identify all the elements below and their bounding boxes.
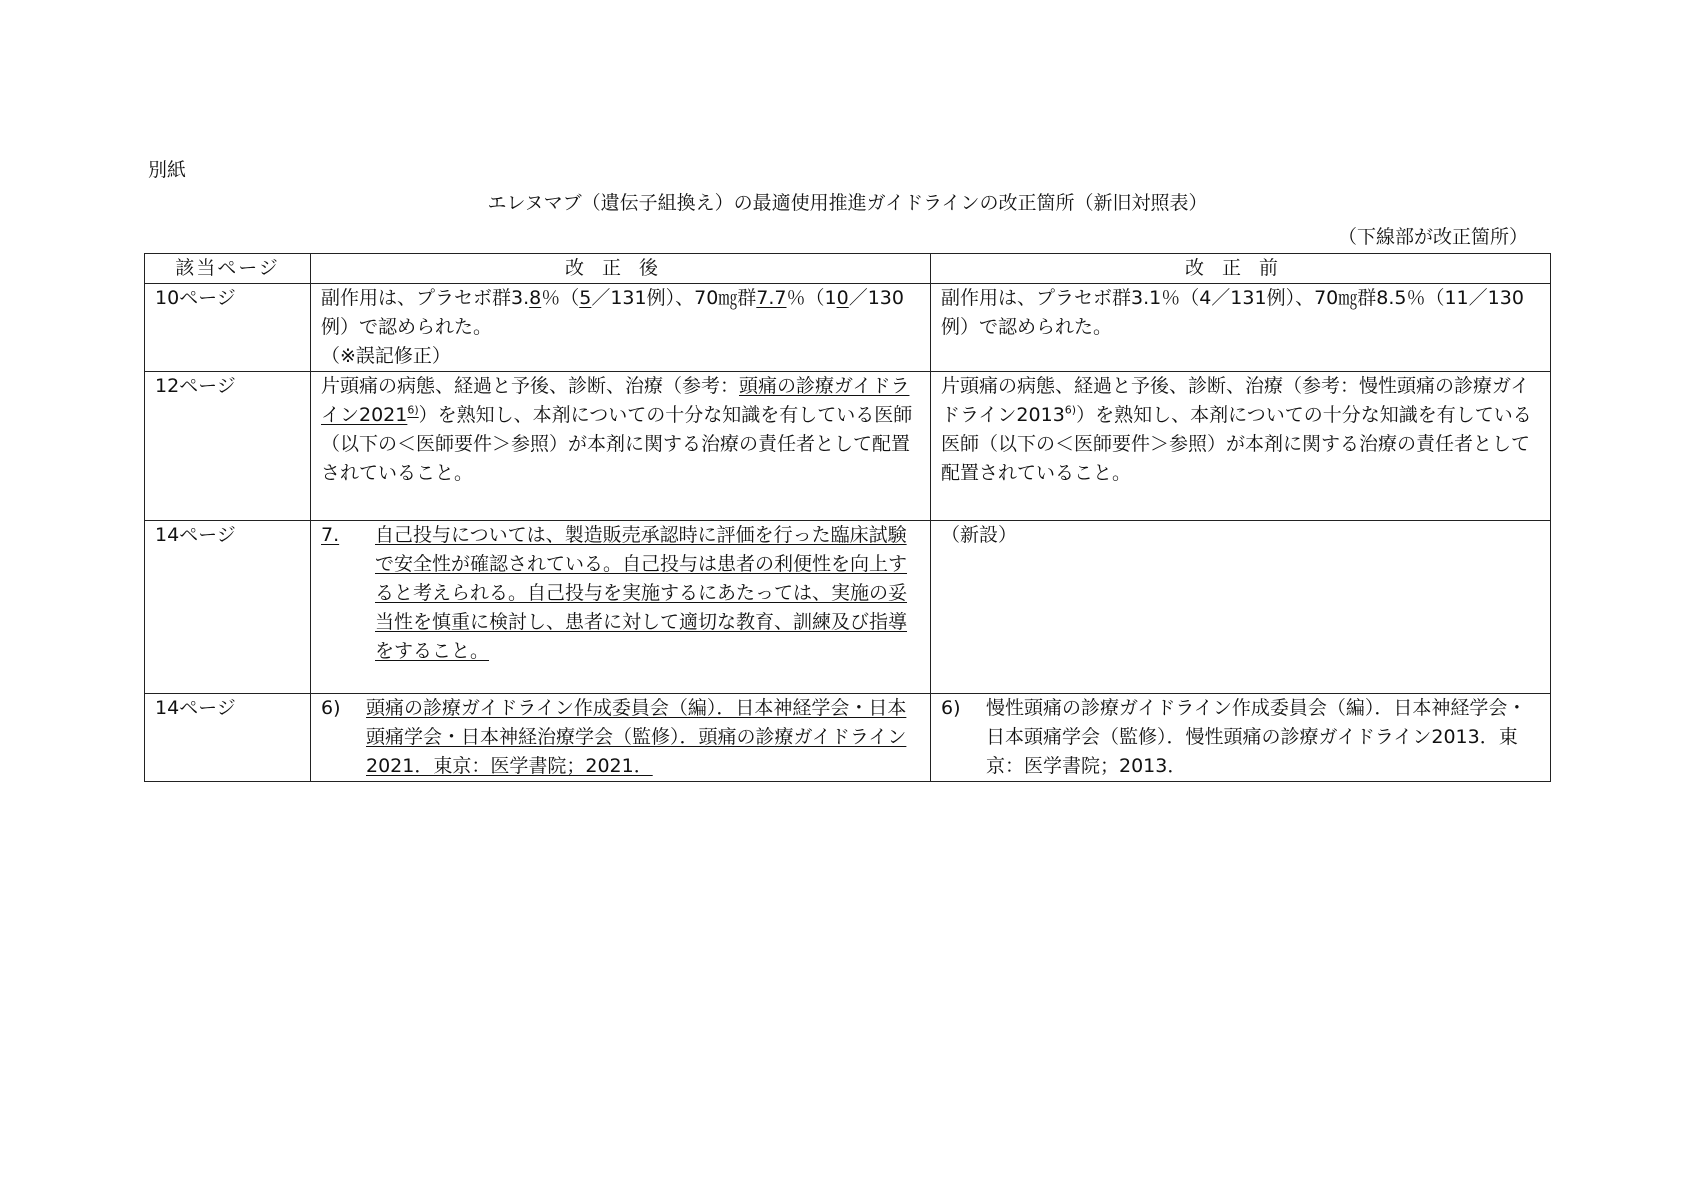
table-header-row [145,254,1551,284]
item-number: 7. [321,524,340,546]
table-row [145,372,1551,521]
page-cell: 10ページ [145,284,311,372]
text: 副作用は、プラセボ群3. [321,287,530,309]
revised-text: 7.7 [756,287,787,309]
text: 片頭痛の病態、経過と予後、診断、治療（参考： [321,375,740,397]
text: ％（1 [786,287,837,309]
text: ／131例）、70㎎群 [591,287,757,309]
comparison-table [144,253,1551,782]
page-cell: 12ページ [145,372,311,521]
table-row [145,521,1551,694]
before-cell: 副作用は、プラセボ群3.1％（4／131例）、70㎎群8.5％（11／130例）で認められた。 [931,284,1551,372]
document-title: エレヌマブ（遺伝子組換え）の最適使用推進ガイドラインの改正箇所（新旧対照表） [487,192,1208,214]
revised-text: 0 [836,287,849,309]
new-item [321,521,920,666]
table-row [145,694,1551,782]
revised-text: 8 [529,287,542,309]
page-cell: 14ページ [145,521,311,694]
before-cell [931,372,1551,521]
text: 片頭痛の病態、経過と予後、診断、治療（参考：慢性頭痛の診療ガイドライン2013 [941,375,1530,426]
revised-text: 頭痛の診療ガイドライン2021 [321,375,910,426]
page-cell: 14ページ [145,694,311,782]
after-cell [311,694,931,782]
revised-text: 頭痛の診療ガイドライン作成委員会（編）．日本神経学会・日本頭痛学会・日本神経治療学会（監修）．頭痛の診療ガイドライン2021．東京：医学書院；2021． [366,697,907,777]
before-cell [931,694,1551,782]
underline-note: （下線部が改正箇所） [1337,226,1528,248]
text: ／130例）で認められた。 [321,287,904,338]
reference-item [941,694,1540,781]
attachment-label: 別紙 [148,159,187,181]
reference-item [321,694,920,781]
after-cell [311,521,931,694]
header-page: 該当ページ [145,254,311,284]
correction-note: （※誤記修正） [321,345,451,367]
after-cell [311,372,931,521]
header-after: 改正後 [311,254,931,284]
reference-number: 6) [321,697,341,719]
header-before: 改正前 [931,254,1551,284]
reference-text: 慢性頭痛の診療ガイドライン作成委員会（編）．日本神経学会・日本頭痛学会（監修）．慢性頭痛の診療ガイドライン2013．東京：医学書院；2013． [986,697,1527,777]
revised-text: 5 [579,287,592,309]
before-cell: （新設） [931,521,1551,694]
after-cell [311,284,931,372]
footnote-ref: 6) [1064,403,1077,417]
text: ％（ [541,287,580,309]
text: ）を熟知し、本剤についての十分な知識を有している医師（以下の＜医師要件＞参照）が本剤に関する治療の責任者として配置されていること。 [941,404,1532,484]
footnote-ref: 6) [407,403,419,417]
revised-text: 自己投与については、製造販売承認時に評価を行った臨床試験で安全性が確認されている。自己投与は患者の利便性を向上すると考えられる。自己投与を実施するにあたっては、実施の妥当性を慎重に検討し、患者に対して適切な教育、訓練及び指導をすること。 [375,524,908,662]
reference-number: 6) [941,697,961,719]
table-row [145,284,1551,372]
text: ）を熟知し、本剤についての十分な知識を有している医師（以下の＜医師要件＞参照）が本剤に関する治療の責任者として配置されていること。 [321,404,913,484]
